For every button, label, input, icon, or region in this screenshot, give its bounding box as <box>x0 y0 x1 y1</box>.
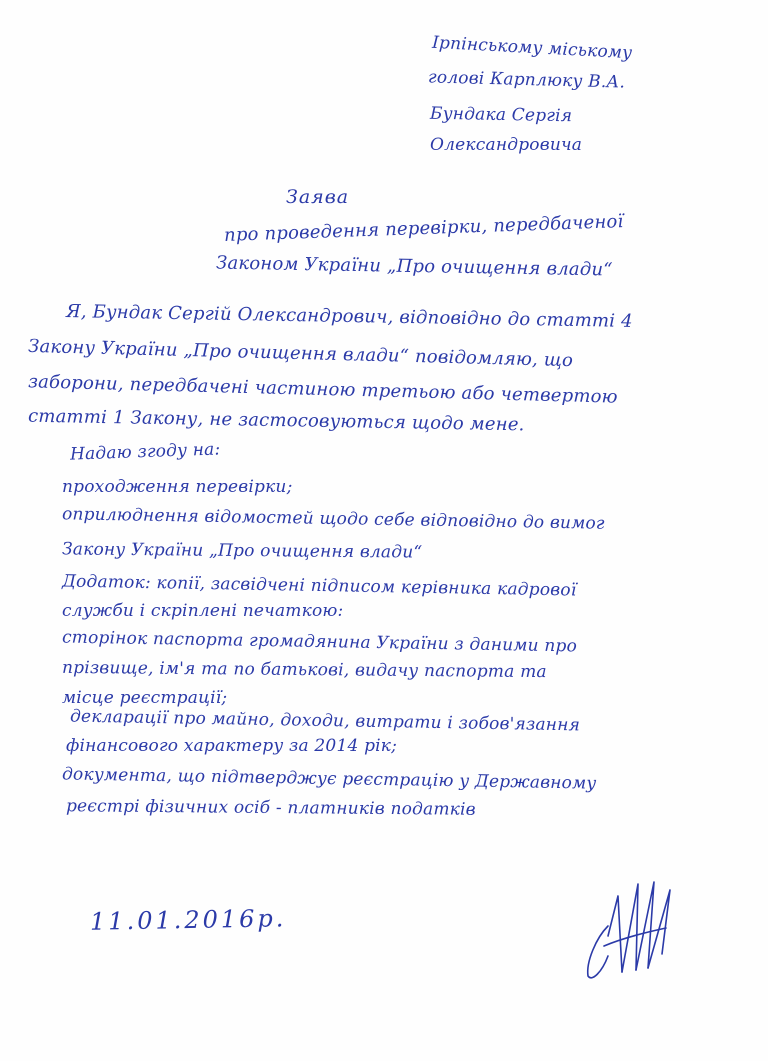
attachment-line-5: місце реєстрації; <box>62 688 228 708</box>
title-subline-1: про проведення перевірки, передбаченої <box>223 211 624 246</box>
consent-item-2: оприлюднення відомостей щодо себе відповідно до вимог <box>61 504 605 534</box>
document-date: 11.01.2016р. <box>89 904 287 936</box>
signature-mark <box>578 876 678 986</box>
body-line-2: Закону України „Про очищення влади“ повідомляю, що <box>27 335 574 372</box>
attachment-line-1: Додаток: копії, засвідчені підписом керівника кадрової <box>61 571 577 601</box>
body-line-1: Я, Бундак Сергій Олександрович, відповідно до статті 4 <box>65 301 633 332</box>
document-title: Заява <box>286 186 350 208</box>
attachment-line-3: сторінок паспорта громадянина України з даними про <box>61 627 578 657</box>
recipient-line-1: Ірпінському міському <box>431 32 633 64</box>
consent-item-1: проходження перевірки; <box>62 477 293 497</box>
attachment-line-2: служби і скріплені печаткою: <box>62 601 344 621</box>
consent-item-3: Закону України „Про очищення влади“ <box>61 539 423 563</box>
attachment-line-7: фінансового характеру за 2014 рік; <box>66 736 398 756</box>
body-line-3: заборони, передбачені частиною третьою або четвертою <box>27 371 618 408</box>
consent-heading: Надаю згоду на: <box>69 439 221 465</box>
attachment-line-4: прізвище, ім'я та по батькові, видачу паспорта та <box>61 657 547 683</box>
recipient-line-2: голові Карплюку В.А. <box>427 67 626 93</box>
attachment-line-8: документа, що підтверджує реєстрацію у Державному <box>61 764 597 794</box>
title-subline-2: Законом України „Про очищення влади“ <box>215 252 613 281</box>
attachment-line-6: декларації про майно, доходи, витрати і зобов'язання <box>69 706 581 736</box>
sender-line-1: Бундака Сергія <box>429 103 573 127</box>
body-line-4: статті 1 Закону, не застосовуються щодо мене. <box>27 405 525 436</box>
attachment-line-9: реєстрі фізичних осіб - платників податків <box>65 796 476 820</box>
sender-line-2: Олександровича <box>430 135 583 155</box>
